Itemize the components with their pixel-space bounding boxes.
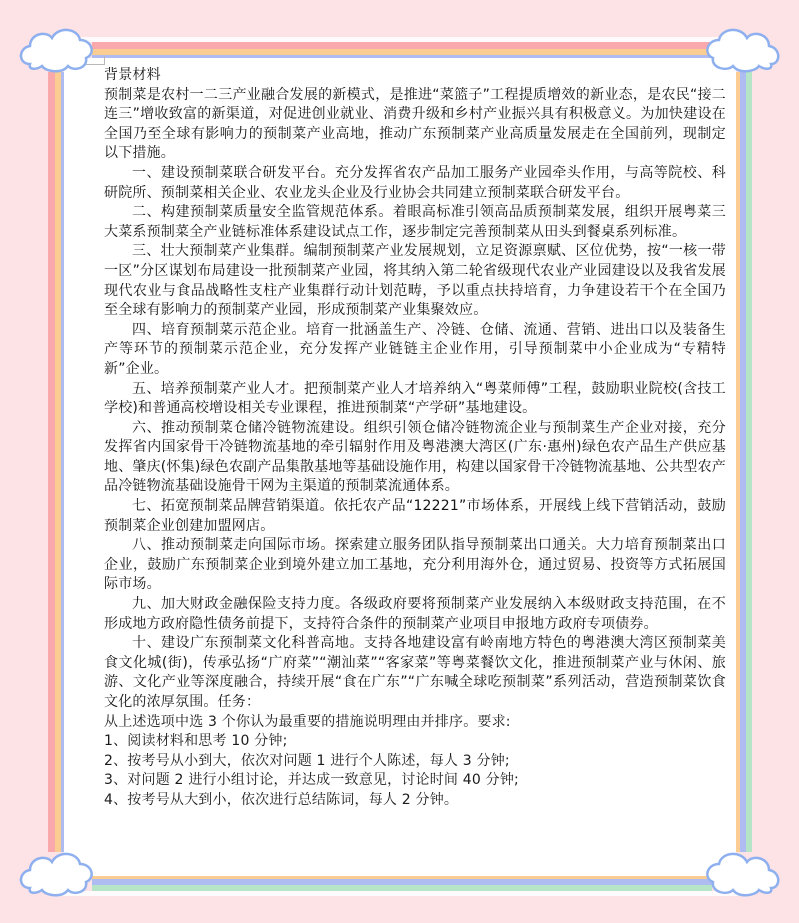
cloud-top-left-icon — [16, 24, 98, 74]
measure-8: 八、推动预制菜走向国际市场。探索建立服务团队指导预制菜出口通关。大力培育预制菜出口企业，鼓励广东预制菜企业到境外建立加工基地，充分利用海外仓，通过贸易、投资等方式拓展国际市场。 — [104, 537, 726, 593]
document-body — [104, 66, 726, 811]
measure-7: 七、拓宽预制菜品牌营销渠道。依托农产品“12221”市场体系，开展线上线下营销活动，鼓励预制菜企业创建加盟网店。 — [104, 498, 726, 534]
cloud-bottom-right-icon — [703, 848, 785, 898]
requirement-3: 3、对问题 2 进行小组讨论，并达成一致意见，讨论时间 40 分钟; — [104, 772, 519, 789]
intro-paragraph: 预制菜是农村一二三产业融合发展的新模式，是推进“菜篮子”工程提质增效的新业态，是农民“接二连三”增收致富的新渠道，对促进创业就业、消费升级和乡村产业振兴具有积极意义。为加快建设在全国乃至全球有影响力的预制菜产业高地，推动广东预制菜产业高质量发展走在全国前列，现制定以下措施。 — [104, 86, 726, 162]
measure-5: 五、培养预制菜产业人才。把预制菜产业人才培养纳入“粤菜师傅”工程，鼓励职业院校(含技工学校)和普通高校增设相关专业课程，推进预制菜“产学研”基地建设。 — [104, 380, 726, 417]
frame-stripe-right-green — [746, 72, 752, 852]
requirement-2: 2、按考号从小到大，依次对问题 1 进行个人陈述，每人 3 分钟; — [104, 752, 510, 769]
requirement-1: 1、阅读材料和思考 10 分钟; — [104, 733, 288, 750]
document-page — [64, 58, 736, 876]
measure-6: 六、推动预制菜仓储冷链物流建设。组织引领仓储冷链物流企业与预制菜生产企业对接，充分发挥省内国家骨干冷链物流基地的牵引辐射作用及粤港澳大湾区(广东·惠州)绿色农产品生产供应基地、肇庆(怀集)绿色农副产品集散基地等基础设施作用，构建以国家骨干冷链物流基地、公共型农产品冷链物流基础设施骨干网为主渠道的预制菜流通体系。 — [104, 419, 726, 495]
measure-1: 一、建设预制菜联合研发平台。充分发挥省农产品加工服务产业园牵头作用，与高等院校、科研院所、预制菜相关企业、农业龙头企业及行业协会共同建立预制菜联合研发平台。 — [104, 164, 726, 201]
cloud-bottom-left-icon — [16, 848, 98, 898]
cloud-top-right-icon — [703, 24, 785, 74]
measure-9: 九、加大财政金融保险支持力度。各级政府要将预制菜产业发展纳入本级财政支持范围，在不形成地方政府隐性债务前提下，支持符合条件的预制菜产业项目申报地方政府专项债券。 — [104, 596, 726, 632]
frame-stripe-top-red — [92, 42, 712, 49]
frame-stripe-left-red — [48, 72, 55, 852]
frame-highlight-bottom — [60, 891, 750, 896]
measure-2: 二、构建预制菜质量安全监管规范体系。着眼高标准引领高品质预制菜发展，组织开展粤菜三大菜系预制菜全产业链标准体系建设试点工作，逐步制定完善预制菜从田头到餐桌系列标准。 — [104, 204, 726, 240]
measure-4: 四、培育预制菜示范企业。培育一批涵盖生产、冷链、仓储、流通、营销、进出口以及装备生产等环节的预制菜示范企业，充分发挥产业链链主企业作用，引导预制菜中小企业成为“专精特新”企业。 — [104, 321, 726, 377]
requirement-4: 4、按考号从大到小，依次进行总结陈词，每人 2 分钟。 — [104, 791, 459, 808]
measure-10: 十、建设广东预制菜文化科普高地。支持各地建设富有岭南地方特色的粤港澳大湾区预制菜美食文化城(街)，传承弘扬“广府菜”“潮汕菜”“客家菜”等粤菜餐饮文化，推进预制菜产业与休闲、旅游、文化产业等深度融合，持续开展“食在广东”“广东喊全球吃预制菜”系列活动，营造预制菜饮食文化的浓厚氛围。任务： — [104, 635, 726, 710]
measure-3: 三、壮大预制菜产业集群。编制预制菜产业发展规划，立足资源禀赋、区位优势，按“一核一带一区”分区谋划布局建设一批预制菜产业园，将其纳入第二轮省级现代农业产业园建设以及我省发展现代农业与食品战略性支柱产业集群行动计划范畴，予以重点扶持培育，力争建设若干个在全国乃至全球有影响力的预制菜产业园，形成预制菜产业集聚效应。 — [104, 243, 726, 319]
task-statement: 从上述选项中选 3 个你认为最重要的措施说明理由并排序。要求: — [104, 713, 511, 730]
document-title: 背景材料 — [104, 67, 161, 83]
